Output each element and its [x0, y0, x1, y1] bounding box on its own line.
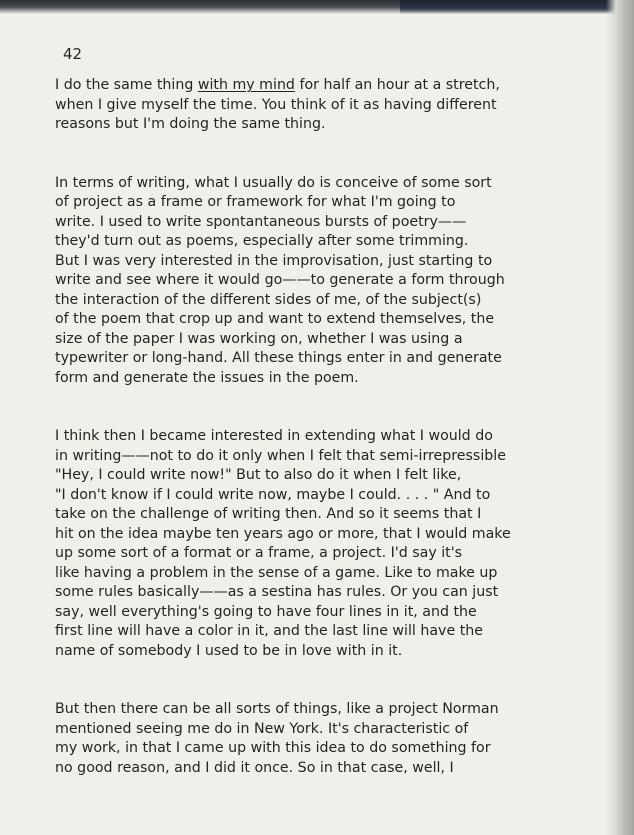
text-line: [55, 505, 587, 525]
text-line: [55, 759, 587, 779]
text-line: [55, 447, 587, 467]
text-line: [55, 115, 587, 135]
text-line: [55, 76, 587, 96]
text-run: the interaction of the different sides of me, of the subject(s): [55, 291, 482, 308]
text-line: [55, 232, 587, 252]
text-run: reasons but I'm doing the same thing.: [55, 116, 326, 132]
text-run: of the poem that crop up and want to extend themselves, the: [55, 311, 495, 327]
paragraph-1: [55, 76, 587, 135]
text-run: But then there can be all sorts of things, like a project Norman: [55, 701, 499, 717]
text-run: mentioned seeing me do in New York. It's characteristic of: [55, 720, 469, 737]
paragraph-3: [55, 427, 587, 661]
text-run: write. I used to write spontantaneous bursts of poetry——: [55, 213, 467, 230]
text-run: they'd turn out as poems, especially after some trimming.: [55, 233, 469, 249]
paragraph-4: [55, 700, 587, 778]
text-line: [55, 700, 587, 720]
text-run: write and see where it would go——to generate a form through: [55, 272, 505, 288]
text-run: hit on the idea maybe ten years ago or more, that I would make: [55, 525, 511, 542]
text-run: "Hey, I could write now!" But to also do it when I felt like,: [55, 467, 462, 483]
underlined-text: with my mind: [197, 77, 295, 93]
text-line: [55, 525, 587, 545]
page-body: [55, 76, 587, 778]
text-line: [55, 720, 587, 740]
text-line: [55, 174, 587, 194]
text-line: [55, 330, 587, 350]
text-run: up some sort of a format or a frame, a project. I'd say it's: [55, 545, 463, 561]
text-line: [55, 642, 587, 662]
text-run: "I don't know if I could write now, maybe I could. . . . " And to: [55, 486, 491, 503]
text-run: take on the challenge of writing then. And so it seems that I: [55, 506, 482, 522]
text-line: [55, 193, 587, 213]
text-line: [55, 96, 587, 116]
text-line: [55, 739, 587, 759]
text-run: form and generate the issues in the poem.: [55, 369, 359, 386]
text-run: my work, in that I came up with this idea to do something for: [55, 740, 491, 756]
text-line: [55, 466, 587, 486]
text-run: size of the paper I was working on, whether I was using a: [55, 330, 463, 347]
text-run: typewriter or long-hand. All these things enter in and generate: [55, 350, 502, 366]
text-line: [55, 369, 587, 389]
text-run: In terms of writing, what I usually do is conceive of some sort: [55, 174, 492, 191]
text-run: first line will have a color in it, and the last line will have the: [55, 623, 483, 639]
text-line: [55, 349, 587, 369]
text-run: no good reason, and I did it once. So in that case, well, I: [55, 759, 454, 776]
text-run: say, well everything's going to have four lines in it, and the: [55, 603, 477, 620]
binding-shadow: [606, 0, 634, 835]
text-line: [55, 291, 587, 311]
text-line: [55, 271, 587, 291]
text-run: I think then I became interested in extending what I would do: [55, 428, 493, 444]
text-run: I do the same thing: [55, 77, 198, 93]
text-run: name of somebody I used to be in love with in it.: [55, 642, 403, 659]
text-line: [55, 603, 587, 623]
text-run: in writing——not to do it only when I felt that semi-irrepressible: [55, 447, 506, 464]
text-line: [55, 252, 587, 272]
top-edge-shadow-right: [400, 0, 634, 14]
text-run: some rules basically——as a sestina has rules. Or you can just: [55, 584, 499, 600]
text-run: when I give myself the time. You think of it as having different: [55, 96, 497, 113]
page-number: 42: [63, 45, 83, 63]
text-run: But I was very interested in the improvisation, just starting to: [55, 252, 493, 269]
text-line: [55, 427, 587, 447]
text-run: like having a problem in the sense of a game. Like to make up: [55, 564, 498, 581]
text-line: [55, 583, 587, 603]
text-line: [55, 213, 587, 233]
text-line: [55, 622, 587, 642]
text-run: of project as a frame or framework for what I'm going to: [55, 194, 456, 210]
paragraph-2: [55, 174, 587, 389]
text-line: [55, 564, 587, 584]
text-line: [55, 310, 587, 330]
text-line: [55, 544, 587, 564]
text-run: for half an hour at a stretch,: [294, 77, 500, 93]
text-line: [55, 486, 587, 506]
